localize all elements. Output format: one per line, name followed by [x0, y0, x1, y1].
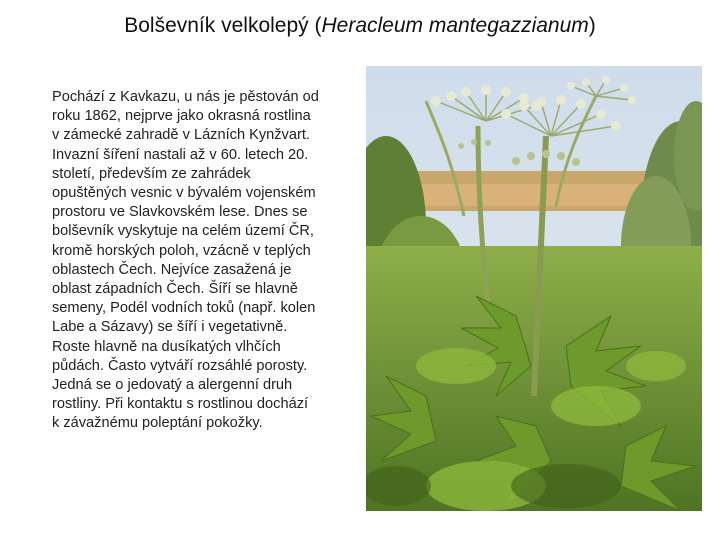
slide-title [0, 14, 720, 38]
text-line: století, především ze zahrádek [52, 165, 251, 182]
text-line: Roste hlavně na dusíkatých vlhčích [52, 338, 281, 355]
text-line: roku 1862, nejprve jako okrasná rostlina [52, 108, 311, 125]
text-line: Invazní šíření nastali až v 60. letech 20. [52, 146, 309, 163]
title-suffix: ) [588, 14, 596, 37]
title-prefix: Bolševník velkolepý ( [124, 14, 322, 37]
text-line: půdách. Často vytváří rozsáhlé porosty. [52, 357, 308, 374]
hogweed-photo [366, 66, 702, 511]
text-line: k závažnému poleptání pokožky. [52, 415, 263, 432]
text-line: bolševník vyskytuje na celém území ČR, [52, 223, 314, 240]
text-line: Jedná se o jedovatý a alergenní druh [52, 377, 293, 394]
text-line: Labe a Sázavy) se šíří i vegetativně. [52, 319, 288, 336]
text-line: kromě horských poloh, vzácně v teplých [52, 242, 311, 259]
text-line: v zámecké zahradě v Lázních Kynžvart. [52, 127, 310, 144]
text-line: Pochází z Kavkazu, u nás je pěstován od [52, 89, 319, 105]
description-text [52, 88, 352, 434]
text-line: rostliny. Při kontaktu s rostlinou dochází [52, 396, 309, 413]
title-latin-name: Heracleum mantegazzianum [321, 14, 589, 37]
plant-illustration [366, 66, 702, 511]
text-line: prostoru ve Slavkovském lese. Dnes se [52, 204, 308, 221]
text-line: opuštěných vesnic v bývalém vojenském [52, 185, 316, 202]
text-line: semeny, Podél vodních toků (např. kolen [52, 300, 316, 317]
text-line: oblastech Čech. Nejvíce zasažená je [52, 261, 292, 278]
text-line: oblast západních Čech. Šíří se hlavně [52, 281, 298, 298]
